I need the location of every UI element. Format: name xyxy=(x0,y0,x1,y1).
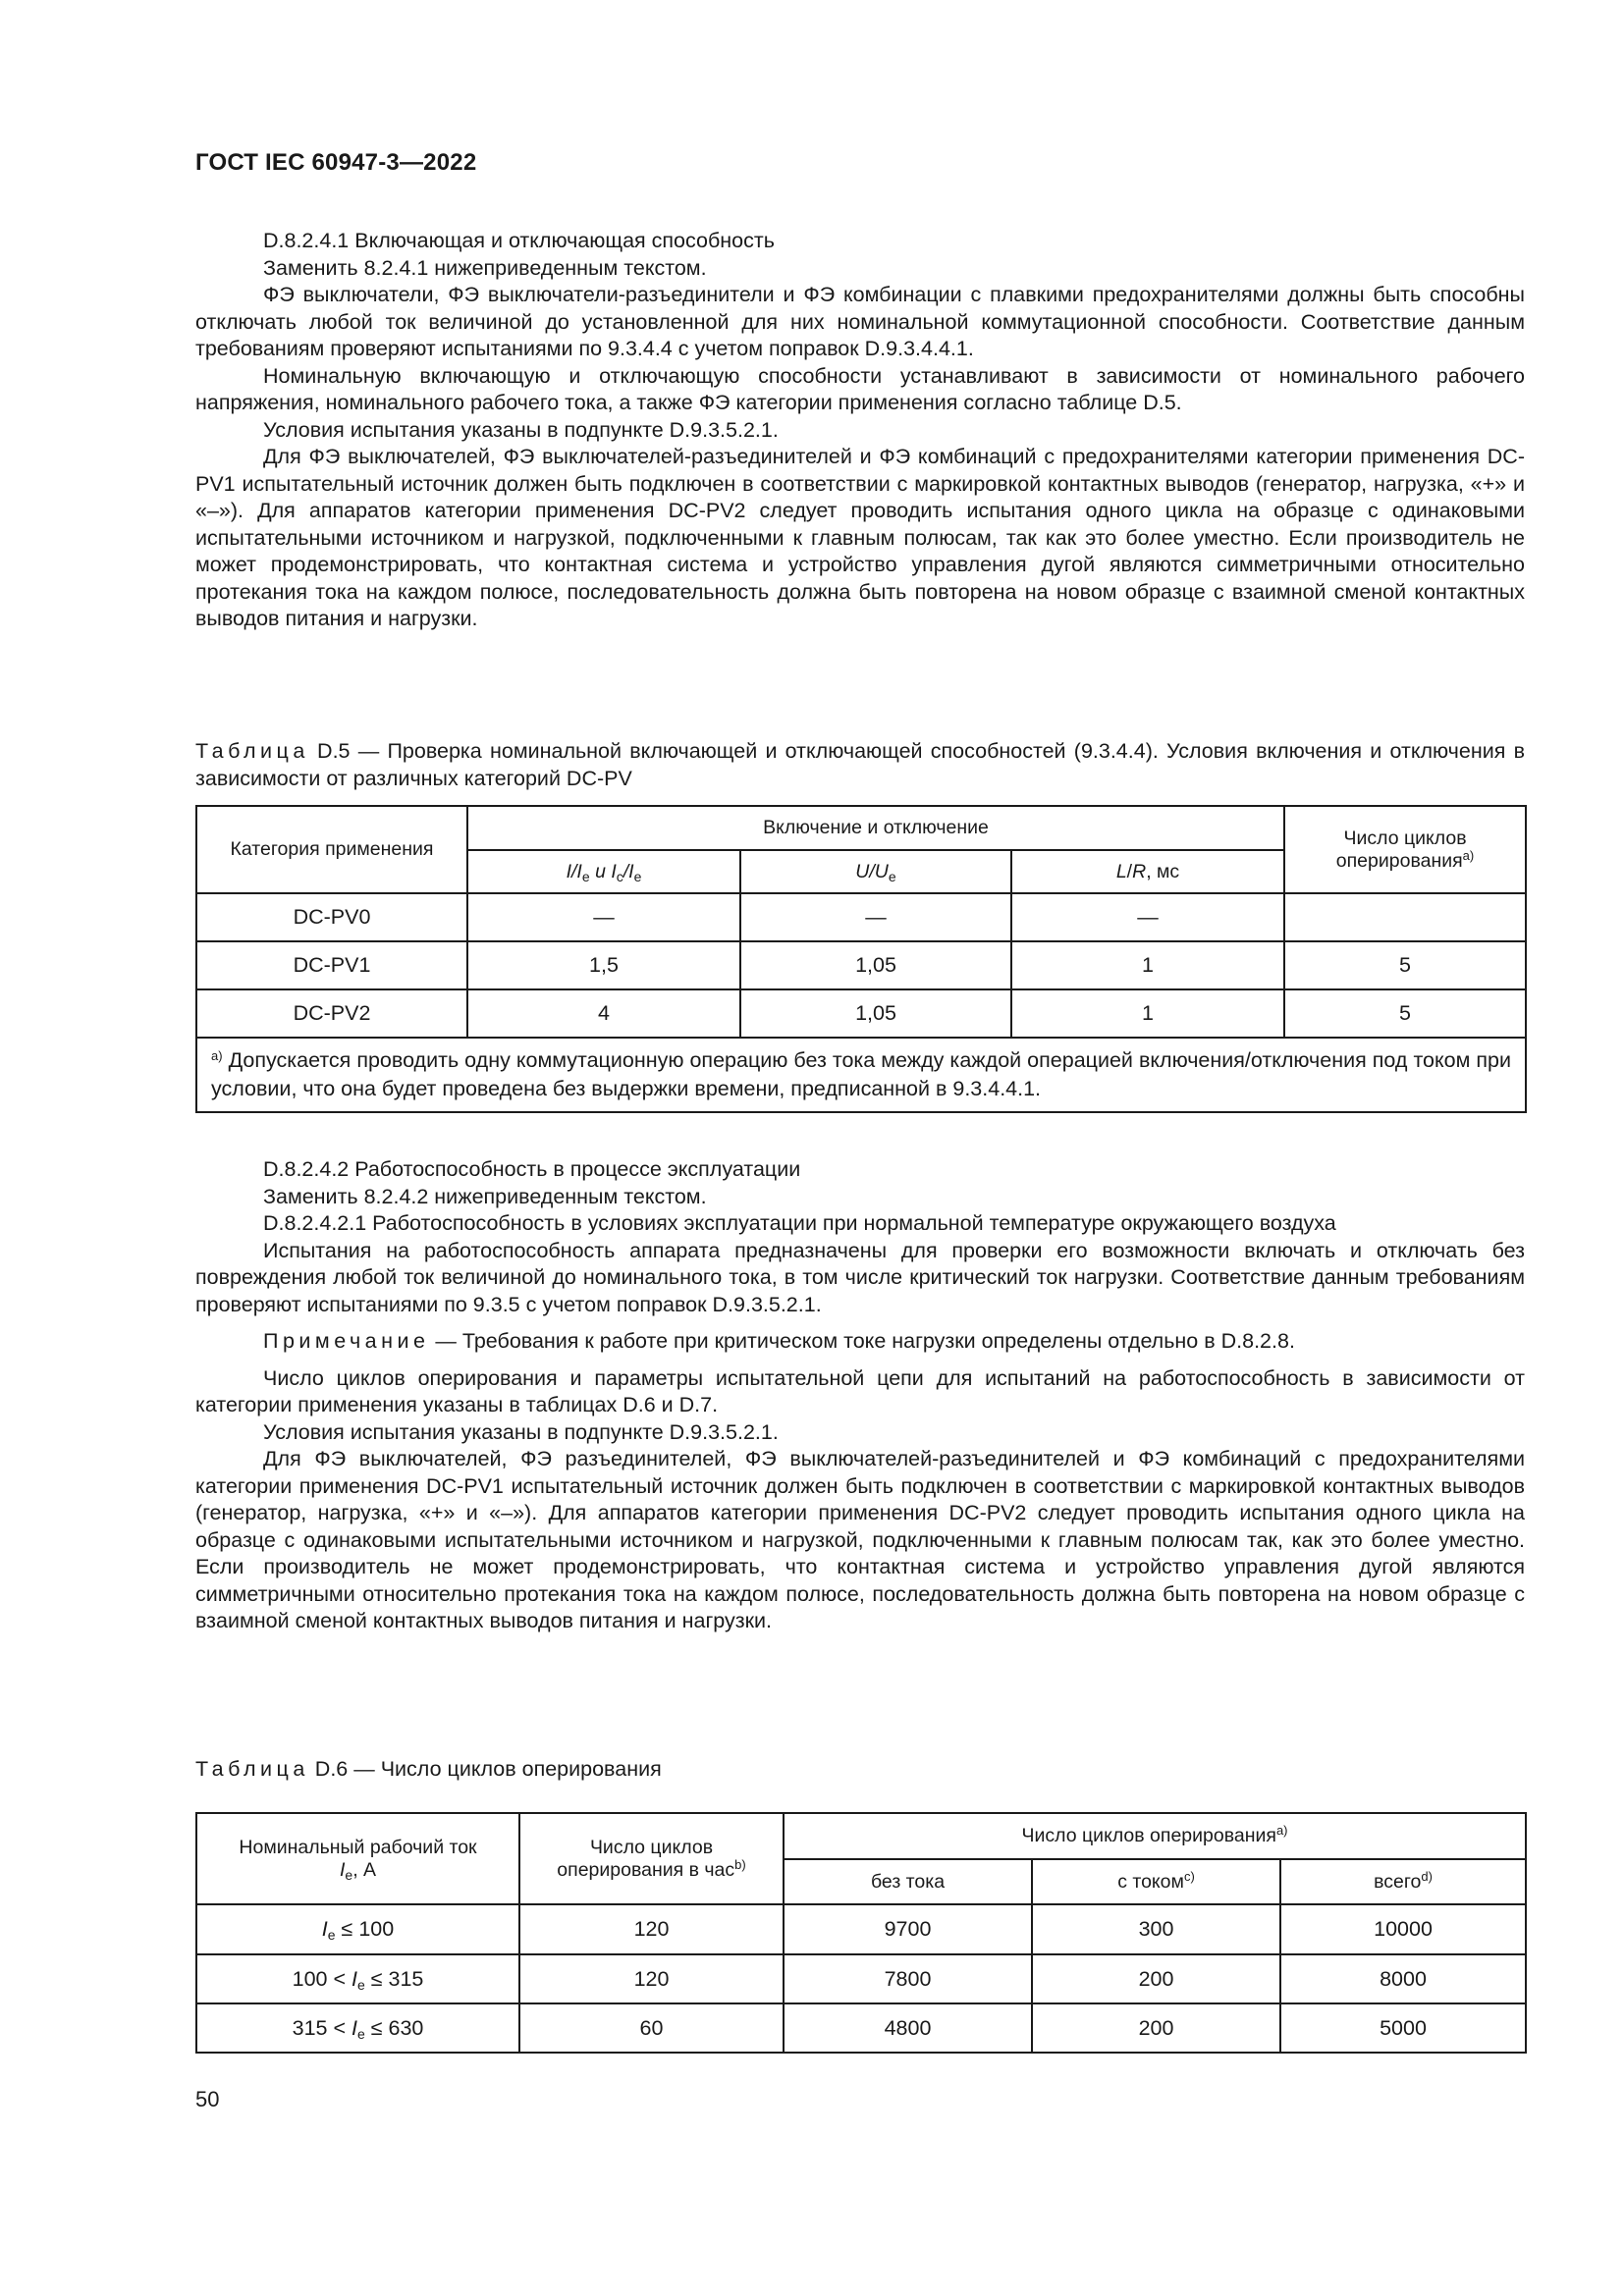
table-row xyxy=(196,1954,1526,2003)
paragraph: Условия испытания указаны в подпункте D.9.3.5.2.1. xyxy=(263,417,779,442)
table-footnote: $^{a)}$ Допускается проводить одну коммутационную операцию без тока между каждой операцией включения/отключения под током при условии, что она будет проведена без выдержки времени, предписанной в 9.3.4.4.1. xyxy=(196,1038,1526,1112)
paragraph: Номинальную включающую и отключающую способности устанавливают в зависимости от номинального рабочего напряжения, номинального рабочего тока, а также ФЭ категории применения согласно таблице D.5. xyxy=(195,363,1525,414)
cell-rated-current: $100 < I_e \le 315$ xyxy=(196,1954,519,2003)
table-row xyxy=(196,2003,1526,2053)
table-d6-caption xyxy=(195,1756,1525,1784)
header-cycles: Число циклов оперирования$^{a)}$ xyxy=(1284,806,1526,893)
header-rated-current: Номинальный рабочий ток $I_e$, А xyxy=(196,1813,519,1904)
cell-cycles-per-hour: 60 xyxy=(519,2003,784,2053)
header-voltage-ratio: $U/U_e$ xyxy=(740,850,1011,893)
header-no-load: без тока xyxy=(784,1859,1032,1904)
table-caption-label: Таблица xyxy=(195,739,309,763)
paragraph: Условия испытания указаны в подпункте D.9.3.5.2.1. xyxy=(263,1419,779,1444)
table-row xyxy=(196,989,1526,1038)
cell-time-constant: 1 xyxy=(1011,989,1284,1038)
table-caption-label: Таблица xyxy=(195,1757,309,1781)
paragraph: ФЭ выключатели, ФЭ выключатели-разъединители и ФЭ комбинации с плавкими предохранителями должны быть способны отключать любой ток величиной до установленной для них номинальной коммутационной способности. Соответствие данным требованиям проверяют испытаниями по 9.3.4.4 с учетом поправок D.9.3.4.4.1. xyxy=(195,283,1525,360)
table-d6 xyxy=(195,1812,1525,2054)
cell-no-load: 7800 xyxy=(784,1954,1032,2003)
table-caption-text: D.6 — Число циклов оперирования xyxy=(314,1757,662,1781)
header-category: Категория применения xyxy=(196,806,467,893)
cell-cycles-per-hour: 120 xyxy=(519,1954,784,2003)
paragraph: Для ФЭ выключателей, ФЭ разъединителей, ФЭ выключателей-разъединителей и ФЭ комбинаций с предохранителями категории применения DC-PV1 испытательный источник должен быть подключен в соответствии с маркировкой контактных выводов (генератор, нагрузка, «+» и «–»). Для аппаратов категории применения DC-PV2 следует проводить испытания одного цикла на образце с одинаковыми испытательными источником и нагрузкой, подключенными к главным полюсам так, как это более уместно. Если производитель не может продемонстрировать, что контактная система и устройство управления дугой являются симметричными относительно протекания тока на каждом полюсе, последовательность должна быть повторена на новом образце с взаимной сменой контактных выводов питания и нагрузки. xyxy=(195,1447,1525,1632)
header-time-constant: L/R, мс xyxy=(1011,850,1284,893)
header-total: всего$^{d)}$ xyxy=(1280,1859,1526,1904)
document-header: ГОСТ IEC 60947-3—2022 xyxy=(195,149,477,176)
cell-category: DC-PV2 xyxy=(196,989,467,1038)
paragraph: Число циклов оперирования и параметры испытательной цепи для испытаний на работоспособность в зависимости от категории применения указаны в таблицах D.6 и D.7. xyxy=(195,1365,1525,1416)
section-d8241 xyxy=(195,228,1525,633)
cell-with-load: 200 xyxy=(1032,1954,1280,2003)
cell-rated-current: $315 < I_e \le 630$ xyxy=(196,2003,519,2053)
cell-time-constant: 1 xyxy=(1011,941,1284,989)
header-cycles: Число циклов оперирования$^{a)}$ xyxy=(784,1813,1526,1859)
section-d8242 xyxy=(195,1156,1525,1635)
paragraph: Заменить 8.2.4.2 нижеприведенным текстом. xyxy=(263,1184,707,1208)
cell-with-load: 300 xyxy=(1032,1904,1280,1954)
table-d5 xyxy=(195,805,1525,1113)
cell-no-load: 4800 xyxy=(784,2003,1032,2053)
cell-category: DC-PV0 xyxy=(196,893,467,941)
cell-total: 8000 xyxy=(1280,1954,1526,2003)
table-row xyxy=(196,893,1526,941)
cell-voltage-ratio: 1,05 xyxy=(740,941,1011,989)
table-row xyxy=(196,941,1526,989)
cell-total: 5000 xyxy=(1280,2003,1526,2053)
cell-voltage-ratio: — xyxy=(740,893,1011,941)
page-number: 50 xyxy=(195,2087,220,2111)
cell-total: 10000 xyxy=(1280,1904,1526,1954)
clause-heading: D.8.2.4.2 Работоспособность в процессе эксплуатации xyxy=(263,1157,801,1181)
cell-category: DC-PV1 xyxy=(196,941,467,989)
cell-cycles: 5 xyxy=(1284,941,1526,989)
table-row xyxy=(196,1904,1526,1954)
header-with-load: с током$^{c)}$ xyxy=(1032,1859,1280,1904)
clause-heading: D.8.2.4.2.1 Работоспособность в условиях эксплуатации при нормальной температуре окружающего воздуха xyxy=(263,1211,1336,1235)
cell-cycles xyxy=(1284,893,1526,941)
cell-with-load: 200 xyxy=(1032,2003,1280,2053)
note: Примечание — Требования к работе при критическом токе нагрузки определены отдельно в D.8.2.8. xyxy=(263,1329,1295,1353)
cell-rated-current: $I_e \le 100$ xyxy=(196,1904,519,1954)
clause-heading: D.8.2.4.1 Включающая и отключающая способность xyxy=(263,229,775,252)
header-onoff: Включение и отключение xyxy=(467,806,1284,850)
note-label: Примечание xyxy=(263,1329,430,1353)
footnote-mark: a) xyxy=(211,1048,223,1063)
header-current-ratio: $I/I_e$ и $I_c/I_e$ xyxy=(467,850,740,893)
cell-cycles: 5 xyxy=(1284,989,1526,1038)
cell-voltage-ratio: 1,05 xyxy=(740,989,1011,1038)
cell-time-constant: — xyxy=(1011,893,1284,941)
cell-no-load: 9700 xyxy=(784,1904,1032,1954)
table-d5-caption xyxy=(195,738,1525,792)
table-caption-text: D.5 — Проверка номинальной включающей и отключающей способностей (9.3.4.4). Условия включения и отключения в зависимости от различных категорий DC-PV xyxy=(195,739,1525,790)
paragraph: Испытания на работоспособность аппарата предназначены для проверки его возможности включать и отключать без повреждения любой ток величиной до номинального тока, в том числе критический ток нагрузки. Соответствие данным требованиям проверяют испытаниями по 9.3.5 с учетом поправок D.9.3.5.2.1. xyxy=(195,1238,1525,1316)
cell-current-ratio: 4 xyxy=(467,989,740,1038)
paragraph: Для ФЭ выключателей, ФЭ выключателей-разъединителей и ФЭ комбинаций с предохранителями категории применения DC-PV1 испытательный источник должен быть подключен в соответствии с маркировкой контактных выводов (генератор, нагрузка, «+» и «–»). Для аппаратов категории применения DC-PV2 следует проводить испытания одного цикла на образце с одинаковыми испытательными источником и нагрузкой, подключенными к главным полюсам, так как это более уместно. Если производитель не может продемонстрировать, что контактная система и устройство управления дугой являются симметричными относительно протекания тока на каждом полюсе, последовательность должна быть повторена на новом образце с взаимной сменой контактных выводов питания и нагрузки. xyxy=(195,445,1525,630)
cell-current-ratio: 1,5 xyxy=(467,941,740,989)
cell-current-ratio: — xyxy=(467,893,740,941)
cell-cycles-per-hour: 120 xyxy=(519,1904,784,1954)
paragraph: Заменить 8.2.4.1 нижеприведенным текстом. xyxy=(263,255,707,280)
header-cycles-per-hour: Число циклов оперирования в час$^{b)}$ xyxy=(519,1813,784,1904)
